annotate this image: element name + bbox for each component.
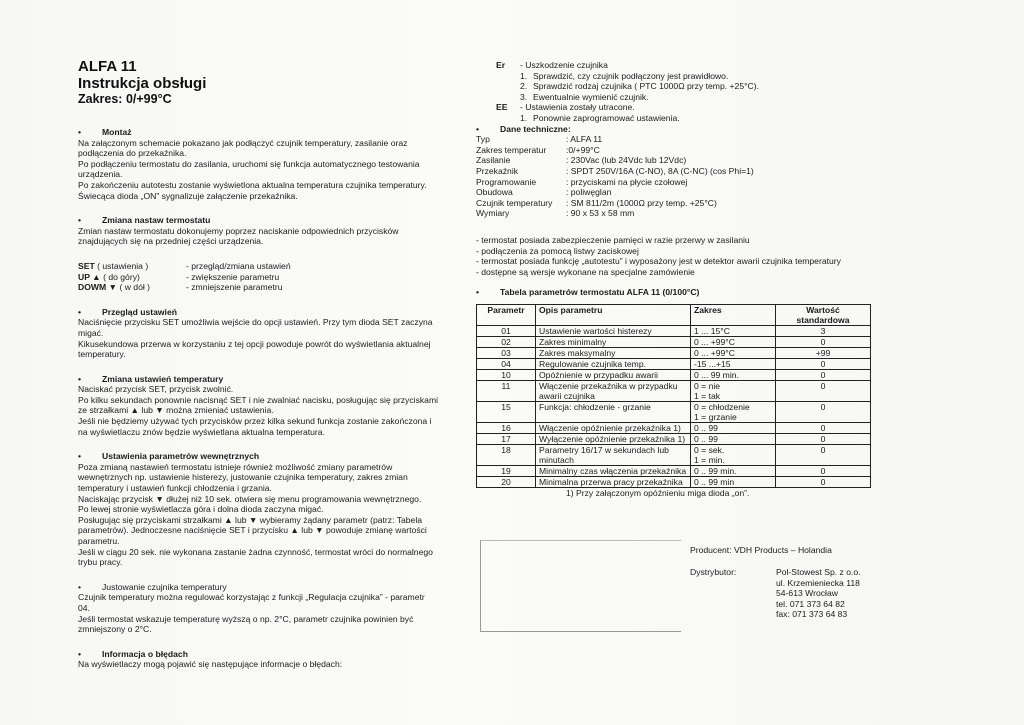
spec-row — [476, 208, 871, 219]
paragraph: Po zakończeniu autotestu zostanie wyświetlona aktualna temperatura czujnika temperatury. Świecąca dioda „ON” sygnalizuje załączenie przekaźnika. — [78, 179, 427, 201]
table-cell: Wyłączenie opóźnienie przekaźnika 1) — [536, 433, 691, 444]
table-cell: 0 — [776, 422, 871, 433]
table-cell: 0 — [776, 336, 871, 347]
left-column — [78, 58, 438, 670]
table-row — [477, 347, 871, 358]
step-number: 1. — [520, 70, 528, 81]
table-cell: 18 — [477, 444, 536, 465]
header-cell: Opis parametru — [536, 304, 691, 325]
paragraph: Zmian nastaw termostatu dokonujemy poprzez naciskanie odpowiednich przycisków znajdujących się na przedniej części urządzenia. — [78, 225, 399, 247]
error-desc: - Uszkodzenie czujnika — [520, 60, 608, 70]
table-cell: 0 ... +99°C — [691, 336, 776, 347]
keys-list — [78, 261, 438, 293]
paragraph: Jeśli w ciągu 20 sek. nie wykonana zastanie żadna czynność, termostat wróci do normalnego trybu pracy. — [78, 546, 433, 568]
title-model: ALFA 11 — [78, 58, 137, 75]
paragraph: Na załączonym schemacie pokazano jak podłączyć czujnik temperatury, zasilanie oraz podłączenia do przekaźnika. — [78, 137, 408, 159]
spec-row — [476, 134, 871, 145]
spec-label: Czujnik temperatury — [476, 197, 553, 208]
bullet-icon: • — [78, 306, 82, 317]
section-justowanie — [78, 582, 438, 635]
title-range: Zakres: 0/+99°C — [78, 92, 172, 106]
step-number: 3. — [520, 91, 528, 102]
distributor-line: ul. Krzemieniecka 118 — [776, 577, 860, 588]
bullet-icon: • — [78, 581, 82, 592]
bullet-icon: • — [78, 373, 82, 384]
table-cell: 0 — [776, 380, 871, 401]
key-note: ( w dół ) — [117, 282, 151, 293]
table-cell: Ustawienie wartości histerezy — [536, 325, 691, 336]
bullet-icon: • — [78, 127, 82, 137]
paragraph: Na wyświetlaczy mogą pojawić się następujące informacje o błędach: — [78, 659, 343, 670]
table-cell: Włączenie przekaźnika w przypadku awarii czujnika — [536, 380, 691, 401]
table-row — [477, 325, 871, 336]
section-przeglad — [78, 307, 438, 360]
table-cell: 04 — [477, 358, 536, 369]
table-cell: 0 = sek. 1 = min. — [691, 444, 776, 465]
table-cell: 0 .. 99 min. — [691, 465, 776, 476]
key-note: ( do góry) — [100, 271, 140, 282]
bullet-icon: • — [78, 215, 82, 226]
spec-row — [476, 145, 871, 156]
table-body — [477, 325, 871, 487]
spec-row — [476, 177, 871, 188]
key-name: SET — [78, 260, 95, 271]
spec-value: :0/+99°C — [566, 144, 600, 155]
spec-label: Wymiary — [476, 208, 510, 219]
header-cell: Wartość standardowa — [776, 304, 871, 325]
section-heading: Zmiana ustawień temperatury — [102, 373, 224, 384]
producer-info: Producent: VDH Products – Holandia — [690, 545, 832, 555]
section-ustawienia-wewn — [78, 451, 438, 568]
table-cell: 03 — [477, 347, 536, 358]
spec-row — [476, 155, 871, 166]
section-montaz — [78, 127, 438, 201]
key-desc: - zwiększenie parametru — [186, 271, 280, 282]
table-title-row — [476, 287, 871, 298]
distributor-line: fax: 071 373 64 83 — [776, 609, 848, 620]
spec-label: Przekaźnik — [476, 165, 519, 176]
bullet-icon: • — [78, 648, 82, 659]
step-number: 2. — [520, 81, 528, 92]
distributor-label: Dystrybutor: — [690, 567, 737, 577]
section-zmiana-temp — [78, 374, 438, 438]
table-cell: Minimalna przerwa pracy przekaźnika — [536, 476, 691, 487]
spec-value: : przyciskami na płycie czołowej — [566, 176, 688, 187]
table-cell: 3 — [776, 325, 871, 336]
step-text: Sprawdzić rodzaj czujnika ( PTC 1000Ω przy temp. +25°C). — [533, 81, 759, 92]
table-cell: 20 — [477, 476, 536, 487]
section-bledy — [78, 649, 438, 670]
section-heading: Dane techniczne: — [500, 123, 571, 134]
spec-label: Zakres temperatur — [476, 144, 547, 155]
spec-label: Obudowa — [476, 187, 513, 198]
paragraph: Naciskać przycisk SET, przycisk zwolnić. — [78, 384, 234, 395]
table-cell: 10 — [477, 369, 536, 380]
table-cell: 0 — [776, 369, 871, 380]
tech-heading-row — [476, 124, 871, 135]
note-item: - dostępne są wersje wykonane na specjalne zamówienie — [476, 266, 695, 277]
paragraph: Jeśli nie będziemy używać tych przycisków przez kilka sekund funkcja zostanie zakończona i na wyświetlaczu znów będzie wyświetlana aktualna temperatura. — [78, 416, 432, 437]
section-heading: Informacja o błędach — [102, 648, 188, 659]
table-cell: 0 — [776, 465, 871, 476]
spec-label: Zasilanie — [476, 155, 511, 166]
table-cell: 16 — [477, 422, 536, 433]
table-cell: 0 = chłodzenie 1 = grzanie — [691, 401, 776, 422]
error-block — [476, 60, 871, 124]
error-code: EE — [496, 102, 508, 113]
section-zmiana-nastaw — [78, 215, 438, 247]
spec-label: Typ — [476, 134, 490, 145]
section-heading: Zmiana nastaw termostatu — [102, 215, 211, 226]
key-row — [78, 272, 438, 283]
table-cell: 0 .. 99 — [691, 422, 776, 433]
step-text: Ewentualnie wymienić czujnik. — [533, 91, 649, 102]
table-cell: Minimalny czas włączenia przekaźnika — [536, 465, 691, 476]
error-desc: - Ustawienia zostały utracone. — [520, 102, 635, 113]
paragraph: Po kilku sekundach ponownie nacisnąć SET i nie zwalniać nacisku, posługując się przyciskami ze strzałkami ▲ lub ▼ można zmieniać ustawienia. — [78, 394, 439, 416]
table-cell: Funkcja: chłodzenie - grzanie — [536, 401, 691, 422]
paragraph: Kikusekundowa przerwa w korzystaniu z tej opcji powoduje powrót do wyświetlania aktualnej temperatury. — [78, 338, 431, 360]
table-cell: 02 — [477, 336, 536, 347]
table-cell: Opóźnienie w przypadku awarii — [536, 369, 691, 380]
section-heading: Ustawienia parametrów wewnętrznych — [102, 451, 260, 462]
table-cell: 01 — [477, 325, 536, 336]
spec-value: : SM 811/2m (1000Ω przy temp. +25°C) — [566, 197, 717, 208]
table-cell: Zakres maksymalny — [536, 347, 691, 358]
spec-row — [476, 166, 871, 177]
spec-value: : 90 x 53 x 58 mm — [566, 208, 635, 219]
spec-value: : poliwęglan — [566, 187, 612, 198]
paragraph: Naciskając przycisk ▼ dłużej niż 10 sek. otwiera się menu programowania wewnętrznego. — [78, 493, 422, 504]
parameters-table — [476, 304, 871, 488]
title-instructions: Instrukcja obsługi — [78, 75, 207, 92]
paragraph: Jeśli termostat wskazuje temperaturę wyższą o np. 2°C, parametr czujnika powinien być zmniejszony o 2°C. — [78, 613, 414, 635]
step-text: Sprawdzić, czy czujnik podłączony jest prawidłowo. — [533, 70, 729, 81]
step-number: 1. — [520, 112, 528, 123]
table-row — [477, 422, 871, 433]
distributor-info — [690, 567, 861, 620]
key-note: ( ustawienia ) — [94, 260, 149, 271]
table-cell: 0 — [776, 433, 871, 444]
table-cell: 0 — [776, 358, 871, 369]
table-row — [477, 369, 871, 380]
section-heading: Justowanie czujnika temperatury — [102, 581, 227, 592]
spec-label: Programowanie — [476, 176, 537, 187]
schematic-placeholder — [480, 540, 681, 632]
table-row — [477, 433, 871, 444]
spec-value: : ALFA 11 — [566, 134, 603, 145]
bullet-icon: • — [78, 451, 82, 462]
paragraph: Po podłączeniu termostatu do zasilania, uruchomi się funkcja automatycznego testowania urządzenia. — [78, 158, 420, 180]
table-row — [477, 380, 871, 401]
spec-value: : 230Vac (lub 24Vdc lub 12Vdc) — [566, 155, 687, 166]
table-cell: Włączenie opóźnienie przekaźnika 1) — [536, 422, 691, 433]
distributor-line: Pol-Stowest Sp. z o.o. — [776, 567, 861, 577]
table-footnote: 1) Przy załączonym opóźnieniu miga dioda „on”. — [566, 487, 750, 498]
table-cell: 0 — [776, 476, 871, 487]
title-block — [78, 58, 438, 107]
header-cell: Zakres — [691, 304, 776, 325]
note-item: - podłączenia za pomocą listwy zaciskowej — [476, 245, 639, 256]
key-desc: - przegląd/zmiana ustawień — [186, 260, 291, 271]
paragraph: Poza zmianą nastawień termostatu istnieje również możliwość zmiany parametrów wewnętrznych np. ustawienie histerezy, justowanie czujnika temperatury, zakres zmian temperatury i ustawień funkcji chłodzenia i grzania. — [78, 461, 408, 494]
step-text: Ponownie zaprogramować ustawienia. — [533, 112, 680, 123]
table-cell: 15 — [477, 401, 536, 422]
spec-row — [476, 187, 871, 198]
table-cell: 0 — [776, 401, 871, 422]
key-row — [78, 282, 438, 293]
table-cell: 0 ... 99 min. — [691, 369, 776, 380]
key-row — [78, 261, 438, 272]
table-cell: 0 = nie 1 = tak — [691, 380, 776, 401]
paragraph: Posługując się przyciskami strzałkami ▲ lub ▼ wybieramy żądany parametr (patrz: Tabela parametrów). Jednoczesne naciśnięcie SET i przycisku ▲ lub ▼ powoduje zmianę wartości parametru. — [78, 514, 427, 546]
header-cell: Parametr — [477, 304, 536, 325]
table-row — [477, 401, 871, 422]
key-name: DOWM ▼ — [78, 282, 118, 293]
table-cell: Parametry 16/17 w sekundach lub minutach — [536, 444, 691, 465]
table-cell: 11 — [477, 380, 536, 401]
section-heading: Przegląd ustawień — [102, 306, 177, 317]
note-item: - termostat posiada funkcję „autotestu” i wyposażony jest w detektor awarii czujnika temperatury — [476, 256, 841, 267]
distributor-line: tel. 071 373 64 82 — [776, 598, 845, 609]
table-title: Tabela parametrów termostatu ALFA 11 (0/100°C) — [500, 287, 700, 298]
table-cell: +99 — [776, 347, 871, 358]
distributor-line: 54-613 Wrocław — [776, 588, 838, 599]
table-cell: Regulowanie czujnika temp. — [536, 358, 691, 369]
paragraph: Naciśnięcie przycisku SET umożliwia wejście do opcji ustawień. Przy tym dioda SET zaczyna migać. — [78, 317, 433, 338]
bullet-icon: • — [476, 287, 480, 298]
table-row — [477, 465, 871, 476]
table-cell: 19 — [477, 465, 536, 476]
notes-list — [476, 235, 871, 277]
table-cell: 17 — [477, 433, 536, 444]
table-row — [477, 476, 871, 487]
note-item: - termostat posiada zabezpieczenie pamięci w razie przerwy w zasilaniu — [476, 234, 750, 245]
table-cell: 0 ... +99°C — [691, 347, 776, 358]
spec-row — [476, 198, 871, 209]
table-row — [477, 336, 871, 347]
section-heading: Montaż — [102, 127, 132, 137]
error-code: Er — [496, 60, 506, 70]
paragraph: Czujnik temperatury można regulować korzystając z funkcji „Regulacja czujnika” - parametr 04. — [78, 592, 425, 613]
table-cell: 0 .. 99 — [691, 433, 776, 444]
table-header-row — [477, 304, 871, 325]
key-name: UP ▲ — [78, 271, 101, 282]
table-cell: 1 ... 15°C — [691, 325, 776, 336]
table-cell: Zakres minimalny — [536, 336, 691, 347]
table-row — [477, 444, 871, 465]
tech-specs — [476, 134, 871, 219]
paragraph: Po lewej stronie wyświetlacza góra i dolna dioda zaczyna migać. — [78, 504, 324, 515]
table-cell: 0 — [776, 444, 871, 465]
right-column — [476, 60, 871, 498]
spec-value: : SPDT 250V/16A (C-NO), 8A (C-NC) (cos Phi=1) — [566, 165, 754, 176]
bullet-icon: • — [476, 123, 480, 134]
table-row — [477, 358, 871, 369]
table-cell: 0 .. 99 min — [691, 476, 776, 487]
key-desc: - zmniejszenie parametru — [186, 282, 283, 293]
table-cell: -15 ...+15 — [691, 358, 776, 369]
